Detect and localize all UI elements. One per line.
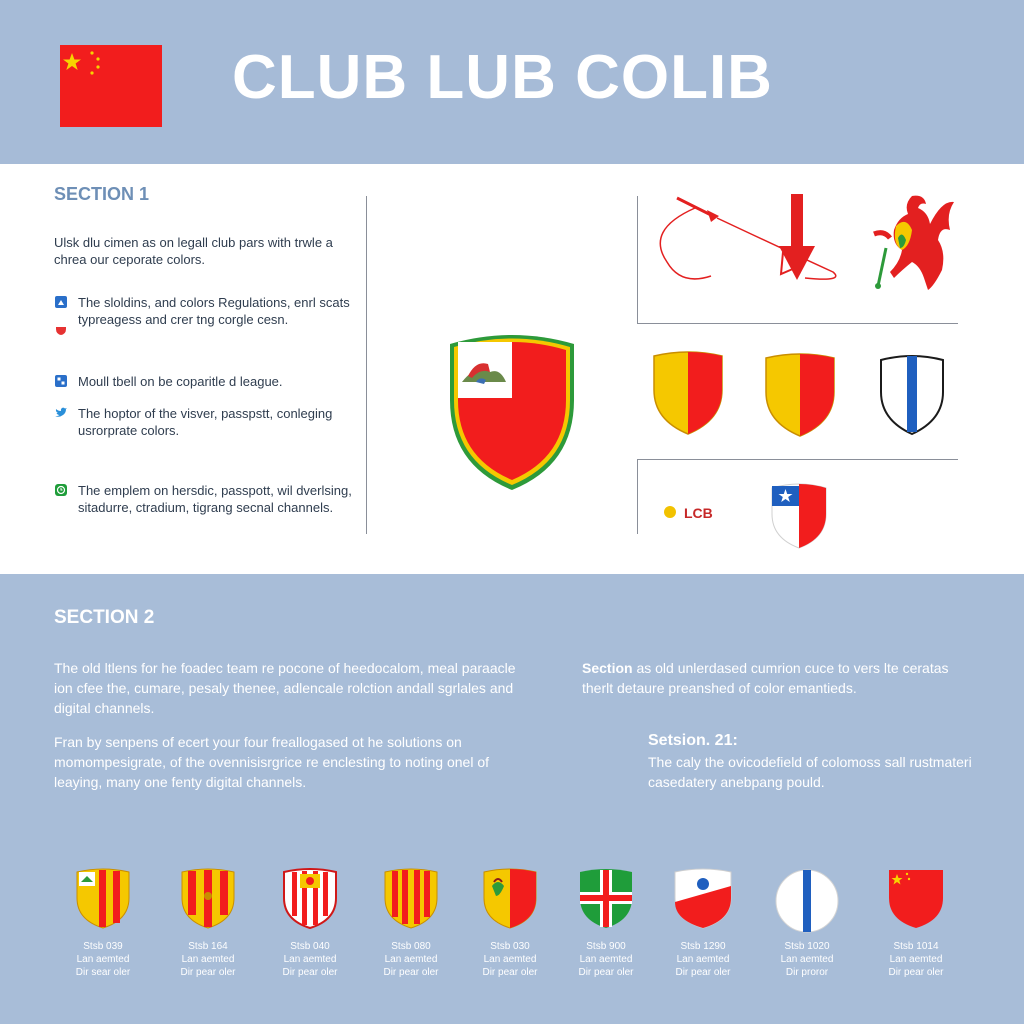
image-icon [54,295,68,309]
shield-yellow-red-2-icon [764,352,836,438]
twitter-icon [54,406,68,420]
clock-icon [54,483,68,497]
crest-caption: Stsb 164 Lan aemted Dir pear oler [180,941,236,978]
section-2-sub-heading: Setsion. 21: [648,732,738,749]
crest-caption: Stsb 039 Lan aemted Dir sear oler [75,941,131,978]
crest-white-blue-circle-icon [774,868,840,934]
china-flag-icon [60,45,162,127]
section-2-right-bold: Section [582,660,633,676]
crest-card [163,868,253,979]
dragon-emblem-icon [872,190,956,290]
section-2-paragraph-1: The old ltlens for he foadec team re pocone of heedocalom, meal paraacle ion cfee the, cumare, pesaly thenee, adlencale rolction andall sgrlales and digital channels. [54,660,516,716]
crest-card [465,868,555,979]
crest-green-cross-icon [578,868,634,930]
lcb-logo-dot [664,506,676,518]
crest-caption: Stsb 080 Lan aemted Dir pear oler [383,941,439,978]
crest-card [58,868,148,979]
section-2-heading: SECTION 2 [54,607,155,628]
list-item-text: The sloldins, and colors Regulations, enrl scats typreagess and crer tng corgle cesn. [78,295,350,327]
crest-caption: Stsb 900 Lan aemted Dir pear oler [578,941,634,978]
crest-white-red-diagonal-icon [673,868,733,930]
main-club-crest [446,330,578,492]
shield-star-icon [770,482,828,550]
shield-white-blue-icon [878,354,946,436]
list-item [54,294,354,348]
section-2-right-text: as old unlerdased cumrion cuce to vers lte ceratas therlt detaure preanshed of color emantieds. [582,660,949,696]
crest-caption: Stsb 1290 Lan aemted Dir pear oler [675,941,731,978]
header-band [0,0,1024,164]
crest-card [871,868,961,979]
crest-card [561,868,651,979]
crest-yellow-red-eagle-icon [482,868,538,930]
shield-small-icon [54,322,68,336]
section-1-intro: Ulsk dlu cimen as on legall club pars with trwle a chrea our ceporate colors. [54,235,333,267]
crest-china-flag-icon [887,868,945,930]
crest-gallery [0,868,1024,998]
crest-yellow-red-stripes-icon [75,868,131,930]
crest-card [658,868,748,979]
crest-caption: Stsb 030 Lan aemted Dir pear oler [482,941,538,978]
crest-caption: Stsb 1014 Lan aemted Dir pear oler [888,941,944,978]
crest-card [366,868,456,979]
list-item-text: The hoptor of the visver, passpstt, conleging usrorprate colors. [78,406,333,438]
lcb-label: LCB [684,505,713,521]
crest-red-yellow-stripes-icon [180,868,236,930]
arrow-sketch-icon [655,190,845,290]
crest-yellow-red-senyera-icon [383,868,439,930]
section-1-heading: SECTION 1 [54,184,150,204]
shield-yellow-red-icon [652,350,724,436]
crest-caption: Stsb 040 Lan aemted Dir pear oler [282,941,338,978]
section-2-right-paragraph-2: The caly the ovicodefield of colomoss sall rustmateri casedatery anebpang pould. [648,754,972,790]
crest-red-white-stripes-icon [282,868,338,930]
divider-vertical [366,196,367,534]
page-title: CLUB LUB COLIB [232,43,773,112]
crest-card [762,868,852,979]
section-2-paragraph-2: Fran by senpens of ecert your four freallogased ot he solutions on momompesigrate, of the ovennisisrgrice re enclesting to noting onel of leaying, many one fenty digital channels. [54,734,490,790]
list-item-text: The emplem on hersdic, passpott, wil dverlsing, sitadurre, ctradium, tigrang secnal channels. [78,483,352,515]
crest-caption: Stsb 1020 Lan aemted Dir proror [780,941,834,978]
grid-icon [54,374,68,388]
section-2-right-paragraph-1 [582,658,972,698]
list-item-text: Moull tbell on be coparitle d league. [78,374,283,389]
crest-card [265,868,355,979]
